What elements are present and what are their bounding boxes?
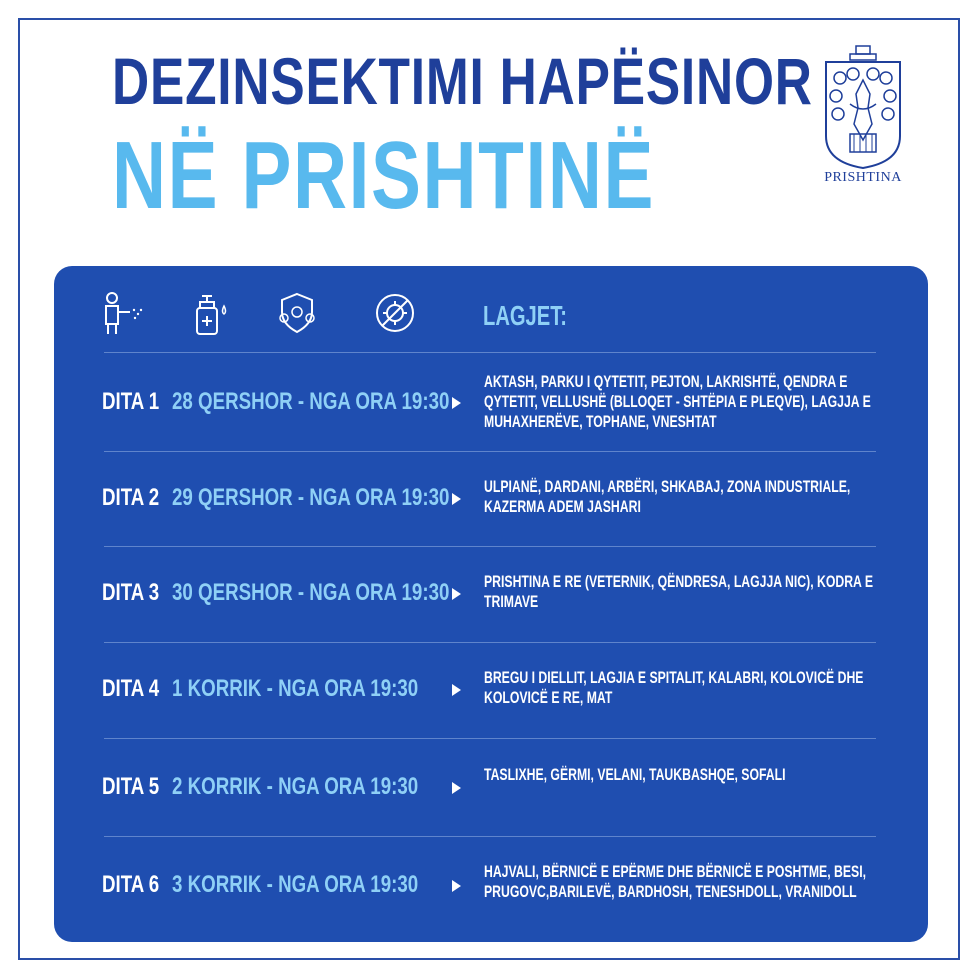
day-label: DITA 3 bbox=[102, 579, 160, 606]
divider bbox=[104, 642, 876, 643]
logo-caption: PRISHTINA bbox=[824, 170, 902, 185]
day-neighborhoods: HAJVALI, BËRNICË E EPËRME DHE BËRNICË E POSHTME, BESI, PRUGOVC,BARILEVË, BARDHOSH, TENESHDOLL, VRANIDOLL bbox=[484, 862, 866, 901]
title-line-1: DEZINSEKTIMI HAPËSINOR bbox=[112, 44, 813, 118]
arrow-right-icon bbox=[452, 493, 461, 505]
day-neighborhoods: PRISHTINA E RE (VETERNIK, QËNDRESA, LAGJJA NIC), KODRA E TRIMAVE bbox=[484, 572, 874, 611]
day-date: 3 KORRIK - NGA ORA 19:30 bbox=[172, 871, 419, 898]
day-date: 28 QERSHOR - NGA ORA 19:30 bbox=[172, 388, 450, 415]
day-date: 1 KORRIK - NGA ORA 19:30 bbox=[172, 675, 419, 702]
arrow-right-icon bbox=[452, 588, 461, 600]
divider bbox=[104, 836, 876, 837]
divider bbox=[104, 738, 876, 739]
day-label: DITA 6 bbox=[102, 871, 160, 898]
neighborhoods-header: LAGJET: bbox=[483, 300, 568, 331]
day-neighborhoods: BREGU I DIELLIT, LAGJIA E SPITALIT, KALABRI, KOLOVICË DHE KOLOVICË E RE, MAT bbox=[484, 668, 864, 707]
day-date: 29 QERSHOR - NGA ORA 19:30 bbox=[172, 484, 450, 511]
sprayer-worker-icon bbox=[100, 290, 146, 336]
arrow-right-icon bbox=[452, 397, 461, 409]
arrow-right-icon bbox=[452, 782, 461, 794]
day-neighborhoods: AKTASH, PARKU I QYTETIT, PEJTON, LAKRISHTË, QENDRA E QYTETIT, VELLUSHË (BLLOQET - SHTËPIA E PLEQVE), LAGJJA E MUHAXHERËVE, TOPHANE, VNESHTAT bbox=[484, 372, 871, 431]
title-line-2: NË PRISHTINË bbox=[112, 122, 655, 229]
divider bbox=[104, 451, 876, 452]
prishtina-coat-of-arms-icon bbox=[820, 44, 906, 190]
divider bbox=[104, 546, 876, 547]
day-neighborhoods: TASLIXHE, GËRMI, VELANI, TAUKBASHQE, SOFALI bbox=[484, 765, 786, 784]
virus-shield-icon bbox=[274, 290, 320, 336]
arrow-right-icon bbox=[452, 684, 461, 696]
day-neighborhoods: ULPIANË, DARDANI, ARBËRI, SHKABAJ, ZONA INDUSTRIALE, KAZERMA ADEM JASHARI bbox=[484, 477, 851, 516]
day-label: DITA 5 bbox=[102, 773, 160, 800]
divider bbox=[104, 352, 876, 353]
no-virus-icon bbox=[372, 290, 418, 336]
day-label: DITA 1 bbox=[102, 388, 160, 415]
day-date: 30 QERSHOR - NGA ORA 19:30 bbox=[172, 579, 450, 606]
day-label: DITA 2 bbox=[102, 484, 160, 511]
arrow-right-icon bbox=[452, 880, 461, 892]
day-date: 2 KORRIK - NGA ORA 19:30 bbox=[172, 773, 419, 800]
day-label: DITA 4 bbox=[102, 675, 160, 702]
sanitizer-bottle-icon bbox=[188, 290, 234, 336]
